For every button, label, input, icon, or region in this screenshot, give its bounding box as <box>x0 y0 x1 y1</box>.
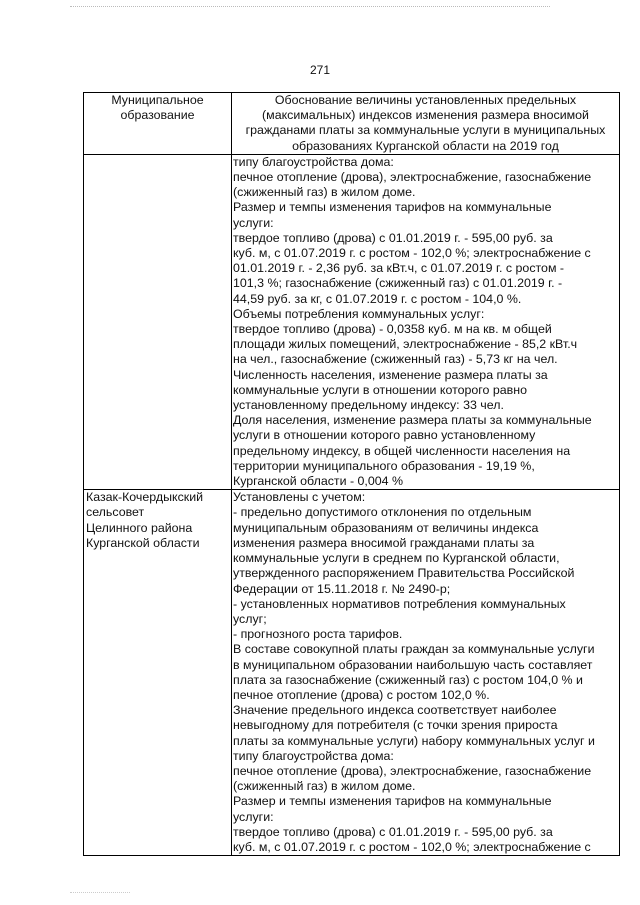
justification-line: типу благоустройства дома: <box>233 748 394 763</box>
justification-line: на чел., газоснабжение (сжиженный газ) - 5,73 кг на чел. <box>233 352 558 367</box>
justification-line: - установленных нормативов потребления коммунальных <box>233 596 566 611</box>
justification-line: (сжиженный газ) в жилом доме. <box>233 185 416 200</box>
justification-line: муниципальным образованиям от величины индекса <box>233 520 539 535</box>
justification-line: Значение предельного индекса соответствует наиболее <box>233 703 557 718</box>
justification-line: печное отопление (дрова), электроснабжение, газоснабжение <box>233 763 592 778</box>
justification-line: твердое топливо (дрова) - 0,0358 куб. м на кв. м общей <box>233 322 552 337</box>
header-line: Обоснование величины установленных предельных <box>274 93 577 107</box>
justification-line: - предельно допустимого отклонения по отдельным <box>233 505 532 520</box>
justification-line: Федерации от 15.11.2018 г. № 2490-р; <box>233 581 451 596</box>
justification-line: 44,59 руб. за кг, с 01.07.2019 г. с ростом - 104,0 %. <box>233 291 522 306</box>
table-row <box>84 154 620 489</box>
table-row <box>84 490 620 856</box>
municipality-line: сельсовет <box>86 505 145 520</box>
justification-line: Размер и темпы изменения тарифов на коммунальные <box>233 200 552 215</box>
justification-line: услуги: <box>233 215 274 230</box>
justification-line: 01.01.2019 г. - 2,36 руб. за кВт.ч, с 01.07.2019 г. с ростом - <box>233 261 565 276</box>
justification-line: 101,3 %; газоснабжение (сжиженный газ) с 01.01.2019 г. - <box>233 276 563 291</box>
justification-line: коммунальные услуги в среднем по Курганской области, <box>233 551 560 566</box>
header-line: гражданами платы за коммунальные услуги в муниципальных <box>245 123 606 138</box>
justification-line: Численность населения, изменение размера платы за <box>233 367 548 382</box>
justification-line: плата за газоснабжение (сжиженный газ) с ростом 104,0 % и <box>233 672 583 687</box>
justification-line: (сжиженный газ) в жилом доме. <box>233 779 416 794</box>
justification-line: Объемы потребления коммунальных услуг: <box>233 306 485 321</box>
justification-line: территории муниципального образования - 19,19 %, <box>233 458 535 473</box>
municipality-cell <box>84 490 232 856</box>
justification-line: твердое топливо (дрова) с 01.01.2019 г. - 595,00 руб. за <box>233 230 553 245</box>
table-header-row <box>84 93 620 155</box>
justification-line: услуги в отношении которого равно установленному <box>233 428 536 443</box>
justification-line: Установлены с учетом: <box>233 490 366 505</box>
justification-line: Размер и темпы изменения тарифов на коммунальные <box>233 794 552 809</box>
municipality-line: Курганской области <box>86 535 200 550</box>
justification-line: куб. м, с 01.07.2019 г. с ростом - 102,0 %; электроснабжение с <box>233 839 591 854</box>
justification-line: коммунальные услуги в отношении которого равно <box>233 382 527 397</box>
header-line: образованиях Курганской области на 2019 год <box>292 138 559 153</box>
scan-edge-marks <box>70 892 130 895</box>
justification-line: платы за коммунальные услуги) набору коммунальных услуг и <box>233 733 595 748</box>
justification-line: невыгодному для потребителя (с точки зрения прироста <box>233 718 558 733</box>
justification-line: печное отопление (дрова) с ростом 102,0 %. <box>233 687 490 702</box>
header-justification <box>232 93 620 155</box>
header-municipality <box>84 93 232 155</box>
header-line: образование <box>120 108 195 123</box>
justification-line: утвержденного распоряжением Правительства Российской <box>233 566 575 581</box>
justification-line: типу благоустройства дома: <box>233 154 394 169</box>
justification-line: предельному индексу, в общей численности населения на <box>233 443 571 458</box>
justification-line: твердое топливо (дрова) с 01.01.2019 г. - 595,00 руб. за <box>233 824 553 839</box>
justification-line: печное отопление (дрова), электроснабжение, газоснабжение <box>233 170 592 185</box>
municipality-cell <box>84 154 232 489</box>
justification-line: услуг; <box>233 611 267 626</box>
scan-edge-marks <box>70 6 550 9</box>
document-table <box>83 92 620 856</box>
page-number: 271 <box>309 63 331 77</box>
justification-line: - прогнозного роста тарифов. <box>233 627 403 642</box>
justification-line: куб. м, с 01.07.2019 г. с ростом - 102,0 %; электроснабжение с <box>233 246 591 261</box>
municipality-line: Казак-Кочердыкский <box>86 490 204 505</box>
justification-line: в муниципальном образовании наибольшую часть составляет <box>233 657 593 672</box>
municipality-line: Целинного района <box>86 520 193 535</box>
justification-line: В составе совокупной платы граждан за коммунальные услуги <box>233 642 595 657</box>
justification-line: изменения размера вносимой гражданами платы за <box>233 535 535 550</box>
justification-cell <box>232 154 620 489</box>
header-line: (максимальных) индексов изменения размера вносимой <box>262 108 589 123</box>
justification-line: площади жилых помещений, электроснабжение - 85,2 кВт.ч <box>233 337 578 352</box>
header-line: Муниципальное <box>111 93 204 107</box>
justification-line: услуги: <box>233 809 274 824</box>
justification-line: Курганской области - 0,004 % <box>233 474 403 489</box>
justification-cell <box>232 490 620 856</box>
justification-line: установленному предельному индексу: 33 чел. <box>233 398 504 413</box>
justification-line: Доля населения, изменение размера платы за коммунальные <box>233 413 592 428</box>
